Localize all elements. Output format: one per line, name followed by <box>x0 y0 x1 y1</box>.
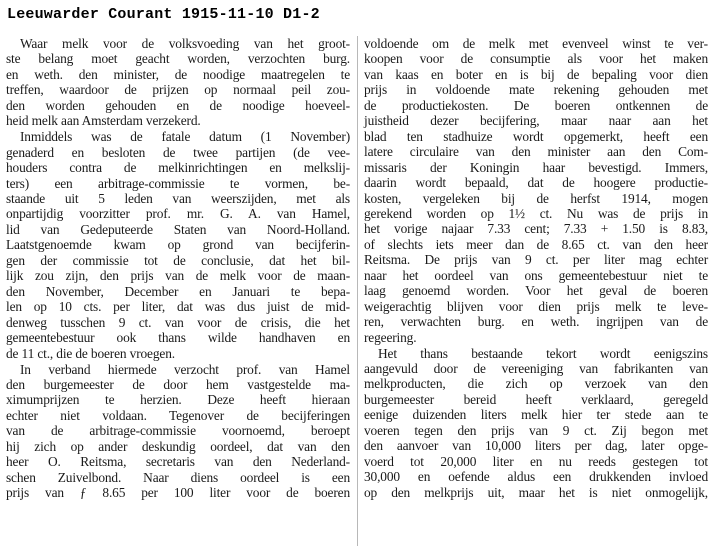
text-line: lijk zou zijn, den prijs van de melk voor de maan- <box>6 268 350 284</box>
text-line: denweg tusschen 9 ct. van voor de crisis, die het <box>6 314 350 330</box>
text-line: op den melkprijs uit, maar het is niet onmogelijk, <box>364 484 708 500</box>
text-line: eenige duizenden liters melk hier ter stede aan te <box>364 407 708 423</box>
text-line: daarin wordt bepaald, dat de hoogere productie- <box>364 175 708 191</box>
text-line: genaderd en besloten de twee partijen (de vee- <box>6 144 350 160</box>
page-header: Leeuwarder Courant 1915-11-10 D1-2 <box>7 6 320 23</box>
text-line: prijs in voldoende mate rekening gehouden met <box>364 82 708 98</box>
text-line: gen der commissie tot de conclusie, dat het bil- <box>6 252 350 268</box>
text-line: onpartijdig voorzitter prof. mr. G. A. van Hamel, <box>6 206 350 222</box>
text-line: den worden gehouden en de noodige hoeveel- <box>6 97 350 113</box>
text-line: latere circulaire van den minister aan den Com- <box>364 144 708 160</box>
text-line: treffen, waardoor de prijzen op normaal peil zou- <box>6 82 350 98</box>
text-line: of slechts iets meer dan de 8.65 ct. van den heer <box>364 236 708 252</box>
text-line: de 11 ct., die de boeren vroegen. <box>6 345 175 361</box>
text-line: Het thans bestaande tekort wordt eenigszins <box>378 345 708 361</box>
text-line: van kaas en boter en is bij de bepaling voor dien <box>364 66 708 82</box>
text-line: naar het oordeel van ons gemeentebestuur niet te <box>364 267 708 283</box>
text-line: gerekend worden op 1½ ct. Nu was de prijs in <box>364 205 708 221</box>
article-column-left <box>6 36 350 501</box>
text-line: Waar melk voor de volksvoeding van het groot- <box>20 36 350 51</box>
text-line: missaris der Koningin haar bevestigd. Immers, <box>364 159 708 175</box>
text-line: den November, December en Januari te bepa- <box>6 283 350 299</box>
left-column-paragraph <box>6 362 350 501</box>
text-line: voerd tot 20,000 liter en nu reeds gestegen tot <box>364 453 708 469</box>
text-line: Reitsma. De prijs van 9 ct. per liter mag echter <box>364 252 708 268</box>
text-line: ters) een arbitrage-commissie te vormen, be- <box>6 175 350 191</box>
text-line: heer O. Reitsma, secretaris van den Nederland- <box>6 454 350 470</box>
text-line: regeering. <box>364 329 417 345</box>
column-divider <box>357 36 358 546</box>
text-line: burgemeester bereid heeft verklaard, geregeld <box>364 391 708 407</box>
left-column-paragraph <box>6 36 350 129</box>
text-line: den burgemeester de door hem vastgestelde ma- <box>6 376 350 392</box>
text-line: den aanvoer van 10,000 liters per dag, later opge- <box>364 438 708 454</box>
text-line: lid van Gedeputeerde Staten van Noord-Holland. <box>6 221 350 237</box>
text-line: In verband hiermede verzocht prof. van Hamel <box>20 361 350 377</box>
text-line: Inmiddels was de fatale datum (1 November) <box>20 129 350 145</box>
right-column-paragraph <box>364 36 708 345</box>
text-line: schen Zuivelbond. Naar diens oordeel is een <box>6 469 350 485</box>
text-line: weigerachtig blijven voor dien prijs melk te leve- <box>364 298 708 314</box>
text-line: ximumprijzen te herzien. Deze heeft hieraan <box>6 392 350 408</box>
text-line: melkproducten, die zich op verzoek van den <box>364 376 708 392</box>
text-line: aangevuld door de vereeniging van fabrikanten van <box>364 361 708 377</box>
text-line: koopen voor de consumptie als voor het maken <box>364 51 708 67</box>
text-line: voldoende om de melk met evenveel winst te ver- <box>364 36 708 51</box>
text-line: het vorige najaar 7.33 cent; 7.33 + 1.50 is 8.83, <box>364 221 708 237</box>
text-line: prijs van ƒ 8.65 per 100 liter voor de boeren <box>6 485 350 501</box>
text-line: 30,000 en oefende aldus een drukkenden invloed <box>364 469 708 485</box>
text-line: laag genoemd worden. Voor het geval de boeren <box>364 283 708 299</box>
text-line: van de arbitrage-commissie voornoemd, beroept <box>6 423 350 439</box>
text-line: houders contra de melkinrichtingen en melkslij- <box>6 160 350 176</box>
text-line: Laatstgenoemde kwam op grond van becijferin- <box>6 237 350 253</box>
text-line: juistheid dezer becijfering, maar naar aan het <box>364 113 708 129</box>
text-line: len op 10 cts. per liter, dat was dus juist de mid- <box>6 299 350 315</box>
right-column-paragraph <box>364 346 708 501</box>
text-line: voeren tegen den prijs van 9 ct. Zij begon met <box>364 422 708 438</box>
text-line: en weth. den minister, de noodige maatregelen te <box>6 66 350 82</box>
text-line: ren, verwachten burg. en weth. ingrijpen van de <box>364 314 708 330</box>
article-column-right <box>364 36 708 501</box>
text-line: hij zich op ander deskundig oordeel, dat van den <box>6 438 350 454</box>
text-line: heid melk aan Amsterdam verzekerd. <box>6 113 201 129</box>
text-line: staande uit 5 leden van weerszijden, met als <box>6 191 350 207</box>
text-line: de productiekosten. De boeren ontkennen de <box>364 97 708 113</box>
text-line: kosten, vergeleken bij de herfst 1914, mogen <box>364 190 708 206</box>
text-line: gemeentebestuur ook thans wilde handhaven en <box>6 330 350 346</box>
text-line: blad ten stadhuize wordt opgemerkt, heeft een <box>364 128 708 144</box>
text-line: ste belang moet geacht worden, verzochten burg. <box>6 51 350 67</box>
text-line: echter niet voldaan. Tegenover de becijferingen <box>6 407 350 423</box>
left-column-paragraph <box>6 129 350 361</box>
